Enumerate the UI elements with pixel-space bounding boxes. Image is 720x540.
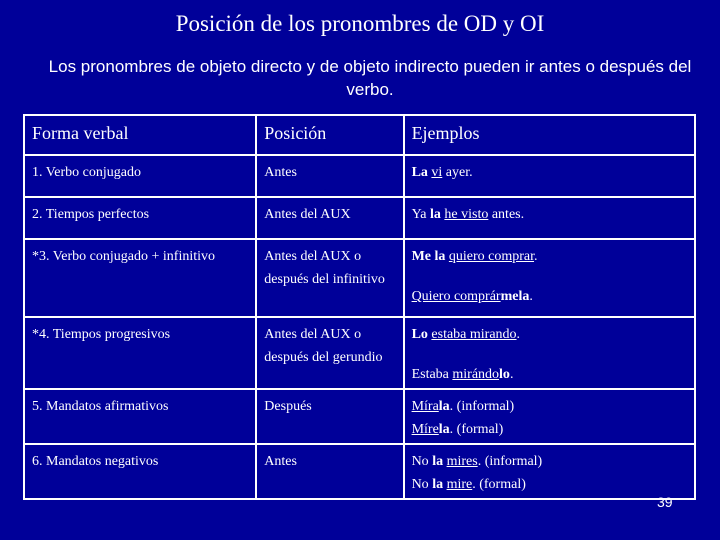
pronoun: mela xyxy=(500,289,530,304)
row4-position: Antes del AUX o después del gerundio xyxy=(256,317,403,389)
table-row xyxy=(24,444,695,499)
verb-underlined: mires xyxy=(446,454,478,469)
verb-underlined: Míra xyxy=(411,399,439,414)
text: antes. xyxy=(488,207,525,222)
table-row xyxy=(24,317,695,389)
row6-form: 6. Mandatos negativos xyxy=(24,444,256,499)
row4-example xyxy=(404,317,695,389)
row1-position: Antes xyxy=(256,155,403,197)
text: . (formal) xyxy=(472,477,526,492)
pronoun: la xyxy=(432,477,444,492)
text: Ya xyxy=(411,207,430,222)
text: . (formal) xyxy=(449,422,504,437)
verb-underlined: Quiero comprár xyxy=(411,289,501,304)
verb-underlined: Míre xyxy=(411,422,439,437)
row3-example xyxy=(404,239,695,317)
table-row xyxy=(24,239,695,317)
text: ayer. xyxy=(442,165,473,180)
example-line xyxy=(412,418,687,441)
pronoun: la xyxy=(430,207,441,222)
verb-underlined: mire xyxy=(446,477,473,492)
row1-example xyxy=(404,155,695,197)
text: No xyxy=(411,454,433,469)
example-alt xyxy=(412,363,687,386)
header-ejemplos: Ejemplos xyxy=(404,115,695,155)
row1-form: 1. Verbo conjugado xyxy=(24,155,256,197)
header-posicion: Posición xyxy=(256,115,403,155)
table-row xyxy=(24,155,695,197)
row6-position: Antes xyxy=(256,444,403,499)
pronoun-position-table xyxy=(23,114,696,500)
row6-example xyxy=(404,444,695,499)
pronoun: Lo xyxy=(411,327,428,342)
row3-form: *3. Verbo conjugado + infinitivo xyxy=(24,239,256,317)
text: . xyxy=(534,249,538,264)
row5-example xyxy=(404,389,695,444)
text: . (informal) xyxy=(477,454,543,469)
table-row xyxy=(24,389,695,444)
slide-subtitle: Los pronombres de objeto directo y de objeto indirecto pueden ir antes o después del verbo. xyxy=(48,57,692,99)
text: . xyxy=(509,367,514,382)
example-line xyxy=(412,395,687,418)
row4-form: *4. Tiempos progresivos xyxy=(24,317,256,389)
verb-underlined: vi xyxy=(431,165,443,180)
verb-underlined: mirándo xyxy=(452,367,500,382)
page-number: 39 xyxy=(657,494,673,510)
text: . (informal) xyxy=(449,399,515,414)
text: . xyxy=(516,327,521,342)
text: Estaba xyxy=(411,367,453,382)
row2-form: 2. Tiempos perfectos xyxy=(24,197,256,239)
row5-position: Después xyxy=(256,389,403,444)
row3-position: Antes del AUX o después del infinitivo xyxy=(256,239,403,317)
pronoun: la xyxy=(438,399,450,414)
pronoun: Me la xyxy=(411,249,446,264)
example-alt xyxy=(412,285,687,308)
verb-underlined: quiero comprar xyxy=(448,249,535,264)
verb-underlined: estaba mirando xyxy=(431,327,517,342)
text: . xyxy=(529,289,533,304)
row2-example xyxy=(404,197,695,239)
table-header-row xyxy=(24,115,695,155)
slide-title: Posición de los pronombres de OD y OI xyxy=(175,11,545,36)
pronoun: la xyxy=(432,454,444,469)
text: No xyxy=(411,477,433,492)
table-row xyxy=(24,197,695,239)
pronoun: La xyxy=(411,165,428,180)
row2-position: Antes del AUX xyxy=(256,197,403,239)
row5-form: 5. Mandatos afirmativos xyxy=(24,389,256,444)
header-forma-verbal: Forma verbal xyxy=(24,115,256,155)
verb-underlined: he visto xyxy=(444,207,489,222)
pronoun: lo xyxy=(499,367,510,382)
example-line xyxy=(412,450,687,473)
pronoun: la xyxy=(438,422,450,437)
example-line xyxy=(412,473,687,496)
